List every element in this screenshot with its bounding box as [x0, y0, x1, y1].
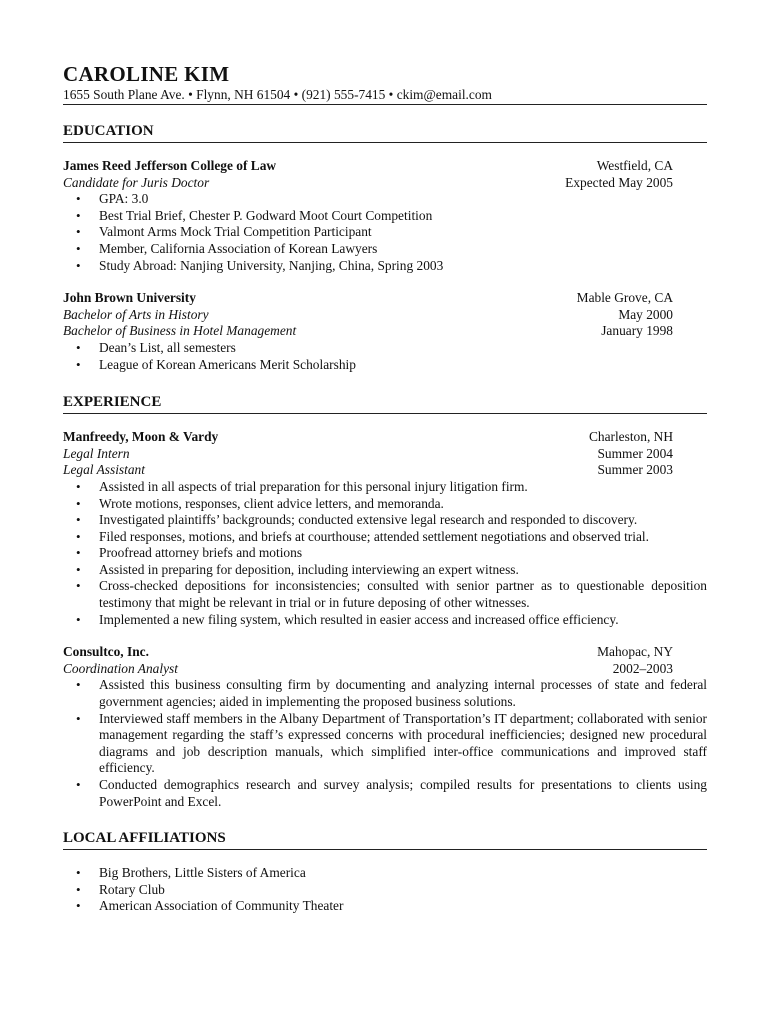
employer-name: Manfreedy, Moon & Vardy [63, 429, 219, 445]
bullet-list [63, 865, 707, 915]
bullet-list [63, 677, 707, 810]
bullet-list [63, 479, 707, 628]
experience-entry-law-firm [63, 429, 707, 628]
job-title: Legal Intern [63, 445, 130, 461]
list-item: • League of Korean Americans Merit Scholarship [63, 357, 707, 374]
list-item: • Study Abroad: Nanjing University, Nanjing, China, Spring 2003 [63, 258, 707, 275]
degree: Bachelor of Business in Hotel Management [63, 323, 297, 339]
experience-heading: EXPERIENCE [63, 393, 707, 414]
school-location: Westfield, CA [596, 158, 673, 173]
list-item: • Rotary Club [63, 882, 707, 899]
list-item: • Cross-checked depositions for inconsistencies; consulted with senior partner as to questionable deposition testimony that might be relevant in trial or in future deposing of other witnesses. [63, 578, 707, 611]
resume-page [63, 62, 707, 915]
contact-line: 1655 South Plane Ave. • Flynn, NH 61504 • (921) 555-7415 • ckim@email.com [63, 86, 707, 105]
list-item: • Proofread attorney briefs and motions [63, 545, 707, 562]
list-item: • Big Brothers, Little Sisters of America [63, 865, 707, 882]
list-item: • Filed responses, motions, and briefs at courthouse; attended settlement negotiations and observed trial. [63, 529, 707, 546]
education-heading: EDUCATION [63, 122, 707, 143]
list-item: • American Association of Community Theater [63, 898, 707, 915]
degree: Bachelor of Arts in History [63, 306, 209, 322]
candidate-name: CAROLINE KIM [63, 62, 230, 86]
list-item: • Assisted in preparing for deposition, including interviewing an expert witness. [63, 562, 707, 579]
list-item: • Implemented a new filing system, which resulted in easier access and increased office efficiency. [63, 612, 707, 629]
list-item: • GPA: 3.0 [63, 191, 707, 208]
affiliations-heading: LOCAL AFFILIATIONS [63, 829, 707, 850]
degree: Candidate for Juris Doctor [63, 174, 210, 190]
list-item: • Interviewed staff members in the Albany Department of Transportation’s IT department; collaborated with senior management regarding the staff’s expressed concerns with procedural inefficiencies; designed new procedural diagrams and job description manuals, which simplified inter-office communications and improved staff efficiency. [63, 711, 707, 777]
school-name: John Brown University [63, 290, 196, 306]
employer-name: Consultco, Inc. [63, 644, 149, 660]
list-item: • Member, California Association of Korean Lawyers [63, 241, 707, 258]
job-date: Summer 2003 [597, 462, 673, 478]
job-title: Legal Assistant [63, 462, 145, 478]
list-item: • Assisted in all aspects of trial preparation for this personal injury litigation firm. [63, 479, 707, 496]
list-item: • Valmont Arms Mock Trial Competition Participant [63, 224, 707, 241]
affiliations-list [63, 865, 707, 915]
list-item: • Investigated plaintiffs’ backgrounds; conducted extensive legal research and responded to discovery. [63, 512, 707, 529]
school-location: Mable Grove, CA [576, 290, 673, 306]
degree-date: Expected May 2005 [565, 174, 673, 190]
job-title: Coordination Analyst [63, 660, 178, 676]
list-item: • Dean’s List, all semesters [63, 340, 707, 357]
education-entry-university [63, 290, 707, 373]
job-date: Summer 2004 [597, 445, 673, 461]
bullet-list [63, 191, 707, 274]
education-entry-law [63, 158, 707, 274]
degree-date: January 1998 [601, 323, 673, 339]
list-item: • Best Trial Brief, Chester P. Godward Moot Court Competition [63, 208, 707, 225]
experience-entry-consultco [63, 644, 707, 810]
list-item: • Assisted this business consulting firm by documenting and analyzing internal processes of state and federal government agencies; aided in implementing the proposed business solutions. [63, 677, 707, 710]
school-name: James Reed Jefferson College of Law [63, 158, 277, 173]
list-item: • Wrote motions, responses, client advice letters, and memoranda. [63, 496, 707, 513]
employer-location: Charleston, NH [588, 429, 673, 445]
employer-location: Mahopac, NY [597, 644, 673, 660]
bullet-list [63, 340, 707, 373]
list-item: • Conducted demographics research and survey analysis; compiled results for presentations to clients using PowerPoint and Excel. [63, 777, 707, 810]
job-date: 2002–2003 [612, 660, 673, 676]
degree-date: May 2000 [618, 306, 673, 322]
